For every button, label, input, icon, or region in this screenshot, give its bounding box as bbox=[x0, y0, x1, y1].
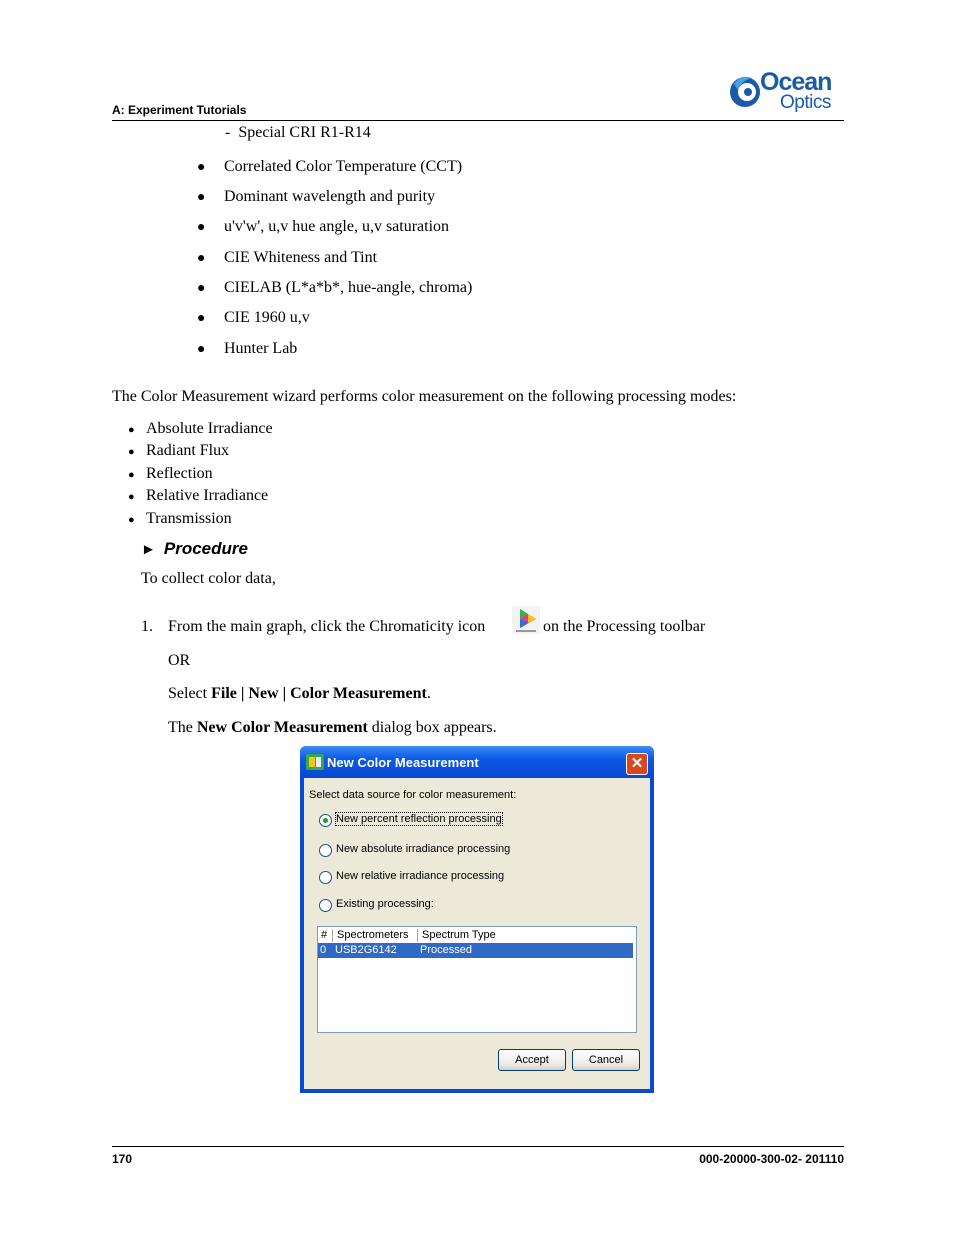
source-prompt: Select data source for color measurement: bbox=[309, 789, 517, 801]
intro-paragraph: The Color Measurement wizard performs color measurement on the following processing modes: bbox=[112, 388, 737, 405]
mode-item-text: Relative Irradiance bbox=[146, 487, 269, 504]
or-text: OR bbox=[168, 652, 191, 669]
procedure-lead: To collect color data, bbox=[141, 570, 276, 587]
column-header-index[interactable]: # bbox=[321, 929, 328, 941]
bullet-icon: ● bbox=[128, 424, 135, 436]
dialog-name: New Color Measurement bbox=[196, 719, 368, 736]
wave-logo-icon bbox=[728, 70, 764, 116]
bullet-icon: ● bbox=[128, 514, 135, 526]
mode-item-text: Transmission bbox=[146, 510, 232, 527]
cell-index: 0 bbox=[320, 944, 327, 956]
option-existing-processing-label[interactable]: Existing processing: bbox=[336, 898, 434, 910]
radio-relative-irradiance[interactable] bbox=[319, 871, 332, 884]
mode-item-text: Radiant Flux bbox=[146, 442, 230, 459]
bullet-icon: ● bbox=[128, 446, 135, 458]
procedure-heading-text: Procedure bbox=[163, 539, 248, 558]
bullet-icon: ● bbox=[128, 469, 135, 481]
select-suffix: . bbox=[426, 685, 431, 702]
list-item bbox=[197, 309, 205, 328]
bullet-icon: ● bbox=[197, 160, 206, 175]
measurement-item-text: CIE 1960 u,v bbox=[224, 309, 310, 326]
running-header: A: Experiment Tutorials bbox=[112, 103, 247, 117]
list-item bbox=[197, 279, 205, 298]
measurement-item-text: Dominant wavelength and purity bbox=[224, 188, 436, 205]
radio-absolute-irradiance[interactable] bbox=[319, 844, 332, 857]
bullet-icon: ● bbox=[197, 251, 206, 266]
ocean-optics-logo bbox=[728, 70, 844, 116]
option-absolute-irradiance-label[interactable]: New absolute irradiance processing bbox=[336, 843, 511, 855]
cell-spectrometer: USB2G6142 bbox=[335, 944, 397, 956]
menu-path: File | New | Color Measurement bbox=[211, 685, 427, 702]
select-prefix: Select bbox=[168, 685, 212, 702]
bullet-icon: ● bbox=[197, 342, 206, 357]
footer-rule bbox=[112, 1146, 844, 1147]
bullet-icon: ● bbox=[197, 311, 206, 326]
measurement-item-text: u'v'w', u,v hue angle, u,v saturation bbox=[224, 218, 450, 235]
column-divider[interactable] bbox=[417, 929, 418, 942]
cancel-button[interactable]: Cancel bbox=[572, 1049, 640, 1071]
list-item bbox=[197, 249, 205, 268]
new-color-measurement-dialog bbox=[300, 746, 654, 1093]
column-divider[interactable] bbox=[332, 929, 333, 942]
radio-existing-processing[interactable] bbox=[319, 899, 332, 912]
list-item bbox=[197, 188, 205, 207]
column-header-spectrum-type[interactable]: Spectrum Type bbox=[422, 929, 496, 941]
select-instruction bbox=[168, 685, 431, 703]
option-percent-reflection-label[interactable]: New percent reflection processing bbox=[336, 813, 502, 825]
close-button[interactable] bbox=[626, 753, 648, 775]
dialog-appears-text bbox=[168, 719, 497, 737]
mode-item-text: Reflection bbox=[146, 465, 213, 482]
measurement-item-text: CIELAB (L*a*b*, hue-angle, chroma) bbox=[224, 279, 473, 296]
bullet-icon: ● bbox=[128, 491, 135, 503]
step-text-a: From the main graph, click the Chromaticity icon bbox=[168, 618, 486, 635]
sub-item-text: Special CRI R1-R14 bbox=[238, 124, 371, 141]
list-item bbox=[128, 442, 135, 461]
step-text-b: on the Processing toolbar bbox=[543, 618, 706, 635]
cell-spectrum-type: Processed bbox=[420, 944, 472, 956]
list-item bbox=[197, 218, 205, 237]
list-item bbox=[197, 158, 205, 177]
close-icon: ✕ bbox=[630, 755, 644, 772]
document-number: 000-20000-300-02- 201110 bbox=[699, 1152, 844, 1166]
list-item bbox=[197, 340, 205, 359]
bullet-icon: ● bbox=[197, 220, 206, 235]
list-item bbox=[128, 487, 135, 506]
appears-suffix: dialog box appears. bbox=[367, 719, 497, 736]
dialog-title: New Color Measurement bbox=[327, 755, 479, 770]
logo-word-ocean: Ocean bbox=[760, 68, 832, 96]
bullet-icon: ● bbox=[197, 281, 206, 296]
accept-button[interactable]: Accept bbox=[498, 1049, 566, 1071]
appears-prefix: The bbox=[168, 719, 197, 736]
list-item bbox=[128, 465, 135, 484]
measurement-item-text: CIE Whiteness and Tint bbox=[224, 249, 378, 266]
processing-table[interactable] bbox=[317, 926, 637, 1033]
spectrasuite-icon bbox=[306, 754, 324, 770]
arrow-right-icon: ► bbox=[141, 541, 156, 558]
option-relative-irradiance-label[interactable]: New relative irradiance processing bbox=[336, 870, 505, 882]
dash-marker: - bbox=[225, 124, 239, 141]
step-number: 1. bbox=[141, 618, 153, 635]
dialog-titlebar[interactable] bbox=[300, 746, 654, 778]
radio-percent-reflection[interactable] bbox=[319, 814, 332, 827]
table-row[interactable] bbox=[318, 943, 633, 958]
bullet-icon: ● bbox=[197, 190, 206, 205]
procedure-heading bbox=[141, 539, 248, 559]
logo-word-optics: Optics bbox=[780, 92, 831, 113]
list-item bbox=[128, 510, 135, 529]
page-number: 170 bbox=[112, 1152, 133, 1166]
sub-list-item bbox=[225, 124, 371, 142]
dialog-body bbox=[304, 778, 650, 1089]
measurement-item-text: Hunter Lab bbox=[224, 340, 298, 357]
measurement-item-text: Correlated Color Temperature (CCT) bbox=[224, 158, 463, 175]
list-item bbox=[128, 420, 135, 439]
mode-item-text: Absolute Irradiance bbox=[146, 420, 273, 437]
header-rule bbox=[112, 120, 844, 121]
column-header-spectrometers[interactable]: Spectrometers bbox=[337, 929, 409, 941]
chromaticity-icon bbox=[512, 606, 540, 634]
